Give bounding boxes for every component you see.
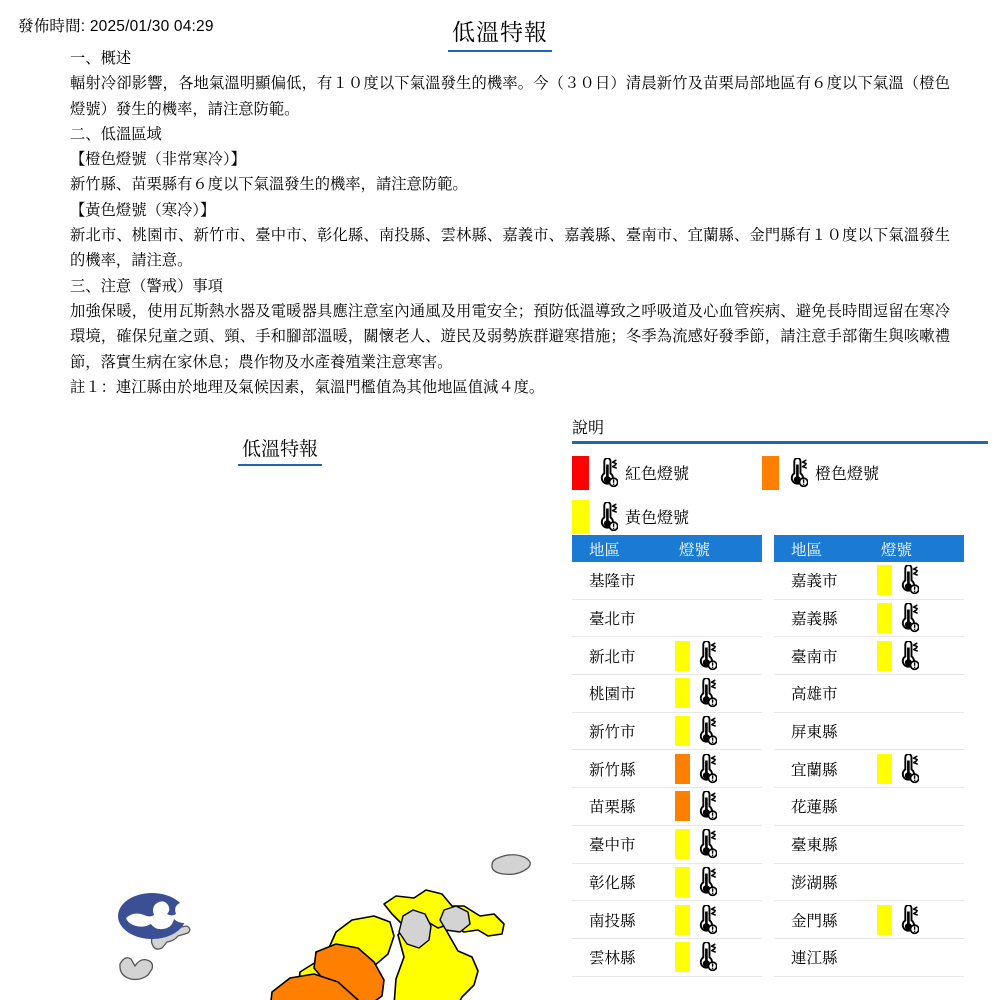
table-row[interactable] [774, 600, 964, 638]
table-row[interactable] [572, 637, 762, 675]
row-region-name: 嘉義縣 [791, 611, 838, 629]
thermometer-cold-icon [596, 502, 618, 532]
thermometer-cold-icon [897, 641, 919, 671]
row-signal-swatch [675, 716, 690, 746]
table-row[interactable] [572, 600, 762, 638]
row-signal-cell [667, 565, 762, 595]
orange-signal-body: 新竹縣、苗栗縣有６度以下氣溫發生的機率，請注意防範。 [70, 176, 468, 194]
legend [572, 415, 988, 534]
column-header-signal: 燈號 [881, 541, 913, 559]
row-signal-empty [877, 791, 878, 821]
row-region-name: 雲林縣 [589, 950, 636, 968]
row-signal-cell [869, 565, 964, 595]
map-title-text: 低溫特報 [238, 434, 322, 466]
row-signal-swatch [675, 754, 690, 784]
region-lienchiang-matsu-b [120, 958, 153, 980]
row-region-name: 新北市 [589, 648, 636, 666]
legend-item-label: 紅色燈號 [625, 466, 690, 483]
thermometer-cold-icon [897, 603, 919, 633]
orange-signal-heading: 【橙色燈號（非常寒冷）】 [70, 151, 246, 169]
legend-color-swatch [572, 500, 589, 534]
row-region-name: 臺北市 [589, 611, 636, 629]
table-body-right [774, 562, 964, 977]
thermometer-cold-icon [695, 829, 717, 859]
row-signal-cell [667, 716, 762, 746]
region-table-left [572, 535, 762, 977]
thermometer-cold-icon [897, 565, 919, 595]
row-signal-cell [869, 716, 964, 746]
thermometer-cold-icon [695, 867, 717, 897]
row-signal-swatch [877, 603, 892, 633]
table-row[interactable] [774, 713, 964, 751]
table-row[interactable] [572, 713, 762, 751]
yellow-signal-body: 新北市、桃園市、新竹市、臺中市、彰化縣、南投縣、雲林縣、嘉義市、嘉義縣、臺南市、宜蘭縣、金門縣有１０度以下氣溫發生的機率，請注意。 [70, 227, 950, 270]
legend-divider [572, 441, 988, 444]
issue-time: 發佈時間: 2025/01/30 04:29 [18, 18, 214, 35]
legend-items [572, 456, 988, 534]
row-region-name: 基隆市 [589, 573, 636, 591]
section3-heading: 三、注意（警戒）事項 [70, 277, 223, 295]
row-signal-swatch [675, 829, 690, 859]
section3-body: 加強保暖，使用瓦斯熱水器及電暖器具應注意室內通風及用電安全；預防低溫導致之呼吸道及心血管疾病、避免長時間逗留在寒冷環境，確保兒童之頭、頸、手和腳部溫暖，關懷老人、遊民及弱勢族群避寒措施；冬季為流感好發季節，請注意手部衛生與咳嗽禮節，落實生病在家休息；農作物及水產養殖業注意寒害。 [70, 302, 950, 371]
row-region-name: 苗栗縣 [589, 799, 636, 817]
row-region-name: 彰化縣 [589, 874, 636, 892]
table-body-left [572, 562, 762, 977]
legend-item-1 [572, 456, 762, 490]
row-region-name: 新竹市 [589, 724, 636, 742]
table-row[interactable] [774, 901, 964, 939]
row-signal-cell [667, 641, 762, 671]
table-row[interactable] [572, 939, 762, 977]
row-signal-empty [877, 942, 878, 972]
row-signal-cell [869, 867, 964, 897]
row-region-name: 屏東縣 [791, 724, 838, 742]
row-signal-cell [667, 905, 762, 935]
legend-item-label: 黃色燈號 [625, 510, 690, 527]
row-signal-cell [869, 754, 964, 784]
thermometer-cold-icon [695, 716, 717, 746]
row-signal-cell [667, 678, 762, 708]
row-region-name: 連江縣 [791, 950, 838, 968]
thermometer-cold-icon [897, 905, 919, 935]
row-region-name: 嘉義市 [791, 573, 838, 591]
table-row[interactable] [572, 864, 762, 902]
row-region-name: 澎湖縣 [791, 874, 838, 892]
row-signal-cell [869, 942, 964, 972]
legend-item-2 [762, 456, 952, 490]
row-signal-cell [667, 754, 762, 784]
row-region-name: 新竹縣 [589, 761, 636, 779]
table-row[interactable] [774, 939, 964, 977]
row-region-name: 桃園市 [589, 686, 636, 704]
thermometer-cold-icon [695, 905, 717, 935]
legend-title: 說明 [572, 420, 605, 437]
table-row[interactable] [774, 675, 964, 713]
table-row[interactable] [572, 826, 762, 864]
taiwan-map-panel [0, 412, 560, 1000]
row-region-name: 高雄市 [791, 686, 838, 704]
row-signal-cell [667, 603, 762, 633]
thermometer-cold-icon [695, 942, 717, 972]
row-signal-swatch [675, 678, 690, 708]
row-signal-cell [869, 791, 964, 821]
row-signal-empty [675, 603, 676, 633]
table-row[interactable] [572, 675, 762, 713]
row-region-name: 南投縣 [589, 912, 636, 930]
row-signal-cell [667, 829, 762, 859]
table-row[interactable] [774, 637, 964, 675]
column-header-signal: 燈號 [679, 541, 711, 559]
region-signal-tables [572, 535, 964, 977]
taiwan-advisory-map[interactable] [0, 412, 560, 1000]
section1-heading: 一、概述 [70, 50, 132, 67]
row-signal-cell [667, 867, 762, 897]
row-signal-empty [877, 829, 878, 859]
legend-color-swatch [762, 456, 779, 490]
report-body [70, 46, 950, 400]
thermometer-cold-icon [695, 754, 717, 784]
column-header-region: 地區 [589, 541, 621, 559]
row-signal-empty [877, 867, 878, 897]
thermometer-cold-icon [695, 641, 717, 671]
row-region-name: 宜蘭縣 [791, 761, 838, 779]
legend-item-label: 橙色燈號 [815, 466, 880, 483]
region-table-right [774, 535, 964, 977]
row-signal-cell [869, 678, 964, 708]
row-signal-cell [667, 942, 762, 972]
table-header-right [774, 535, 964, 562]
thermometer-cold-icon [695, 678, 717, 708]
legend-item-3 [572, 500, 762, 534]
section2-heading: 二、低溫區域 [70, 125, 162, 143]
section1-body: 輻射冷卻影響，各地氣溫明顯偏低，有１０度以下氣溫發生的機率。今（３０日）清晨新竹及苗栗局部地區有６度以下氣溫（橙色燈號）發生的機率，請注意防範。 [70, 75, 950, 118]
row-region-name: 金門縣 [791, 912, 838, 930]
table-row[interactable] [572, 901, 762, 939]
row-region-name: 臺南市 [791, 648, 838, 666]
row-signal-cell [869, 829, 964, 859]
row-signal-swatch [877, 905, 892, 935]
page-title-text: 低溫特報 [448, 14, 552, 52]
row-signal-empty [877, 678, 878, 708]
table-row[interactable] [572, 788, 762, 826]
row-signal-empty [877, 716, 878, 746]
row-signal-swatch [675, 791, 690, 821]
note-1: 註１：連江縣由於地理及氣候因素，氣溫門檻值為其他地區值減４度。 [70, 378, 545, 396]
row-signal-swatch [675, 905, 690, 935]
row-signal-cell [869, 641, 964, 671]
legend-color-swatch [572, 456, 589, 490]
row-signal-cell [869, 603, 964, 633]
yellow-signal-heading: 【黃色燈號（寒冷）】 [70, 201, 216, 219]
row-signal-swatch [675, 942, 690, 972]
table-row[interactable] [774, 750, 964, 788]
table-header-left [572, 535, 762, 562]
row-signal-swatch [877, 754, 892, 784]
row-signal-cell [667, 791, 762, 821]
row-signal-swatch [675, 641, 690, 671]
row-region-name: 臺中市 [589, 837, 636, 855]
region-keelung-islet [492, 855, 530, 875]
table-row[interactable] [774, 562, 964, 600]
table-row[interactable] [572, 562, 762, 600]
row-region-name: 臺東縣 [791, 837, 838, 855]
table-row[interactable] [774, 864, 964, 902]
thermometer-cold-icon [897, 754, 919, 784]
row-signal-cell [869, 905, 964, 935]
table-row[interactable] [774, 826, 964, 864]
table-row[interactable] [774, 788, 964, 826]
row-signal-swatch [675, 867, 690, 897]
row-signal-swatch [877, 641, 892, 671]
thermometer-cold-icon [695, 791, 717, 821]
table-row[interactable] [572, 750, 762, 788]
column-header-region: 地區 [791, 541, 823, 559]
row-region-name: 花蓮縣 [791, 799, 838, 817]
row-signal-empty [675, 565, 676, 595]
thermometer-cold-icon [596, 458, 618, 488]
row-signal-swatch [877, 565, 892, 595]
thermometer-cold-icon [786, 458, 808, 488]
